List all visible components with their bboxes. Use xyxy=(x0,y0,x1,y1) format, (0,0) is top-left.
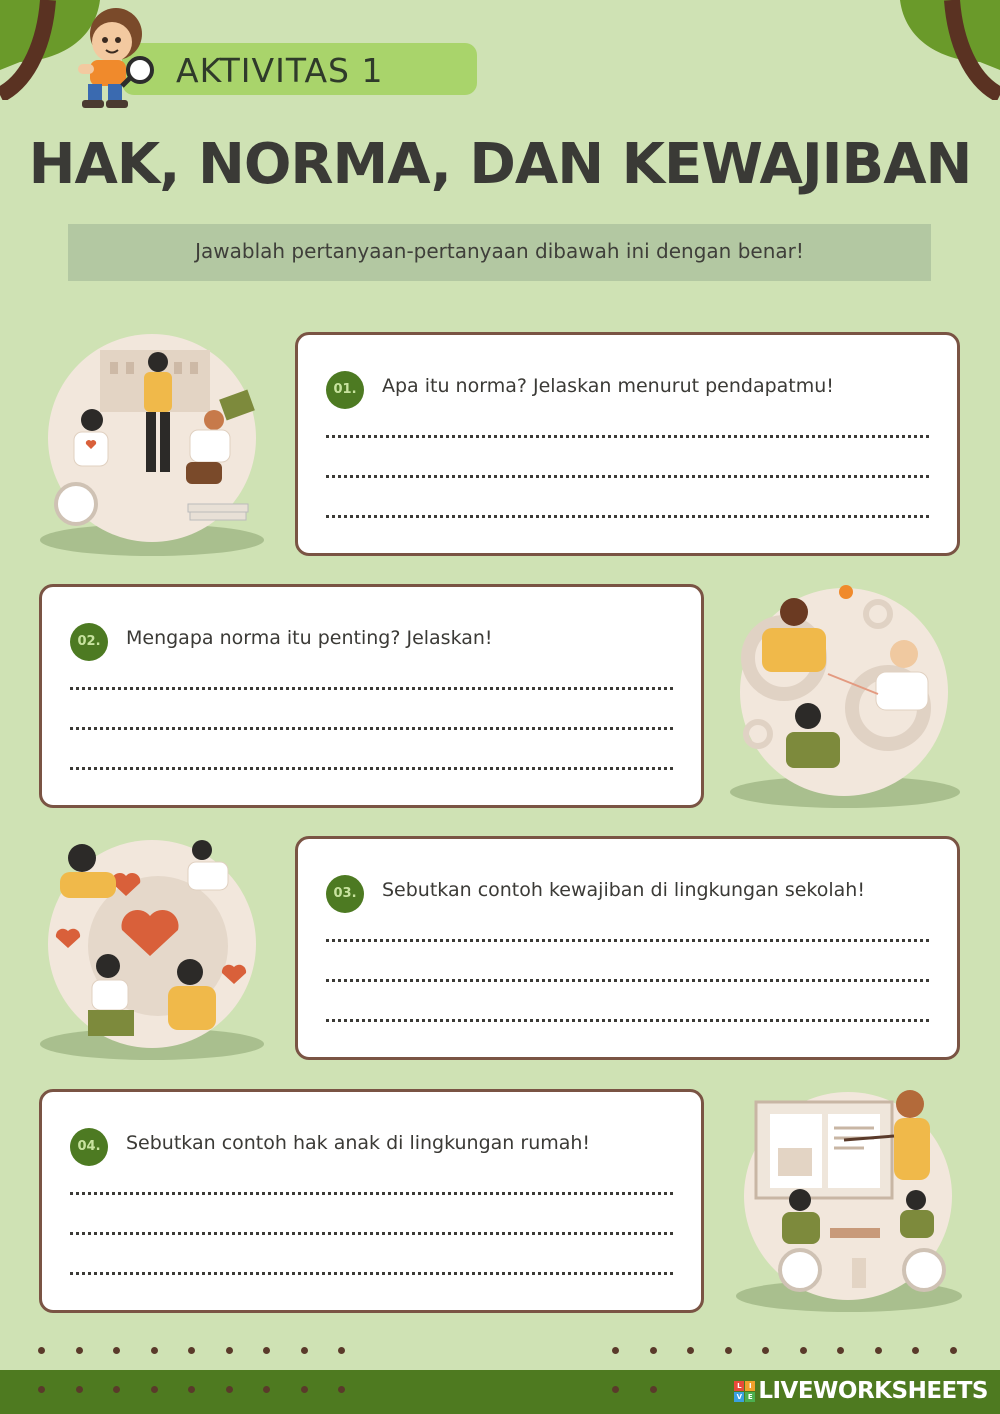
answer-line[interactable] xyxy=(70,687,673,690)
decorative-dot xyxy=(263,1347,270,1354)
decorative-dot xyxy=(650,1347,657,1354)
decorative-dot xyxy=(113,1347,120,1354)
decorative-dot xyxy=(762,1347,769,1354)
decorative-dot xyxy=(612,1386,619,1393)
question-card-2 xyxy=(39,584,704,808)
decorative-dot xyxy=(38,1386,45,1393)
liveworksheets-logo[interactable] xyxy=(734,1375,988,1407)
decorative-dot xyxy=(263,1386,270,1393)
dot-row-right-top xyxy=(612,1347,972,1355)
question-text: Mengapa norma itu penting? Jelaskan! xyxy=(126,627,493,649)
decorative-dot xyxy=(226,1386,233,1393)
decorative-dot xyxy=(837,1347,844,1354)
decorative-dot xyxy=(113,1386,120,1393)
dot-row-right-bottom xyxy=(612,1386,692,1394)
decorative-dot xyxy=(188,1347,195,1354)
logo-letter: I xyxy=(745,1381,755,1391)
question-number-badge: 01. xyxy=(326,371,364,409)
decorative-dot xyxy=(875,1347,882,1354)
answer-line[interactable] xyxy=(70,1192,673,1195)
decorative-dot xyxy=(38,1347,45,1354)
question-number-badge: 03. xyxy=(326,875,364,913)
decorative-dot xyxy=(912,1347,919,1354)
community-hearts-illustration xyxy=(38,836,266,1062)
question-card-3 xyxy=(295,836,960,1060)
decorative-dot xyxy=(188,1386,195,1393)
decorative-dot xyxy=(76,1386,83,1393)
answer-line[interactable] xyxy=(326,979,929,982)
decorative-dot xyxy=(151,1386,158,1393)
decorative-dot xyxy=(338,1347,345,1354)
logo-letter: L xyxy=(734,1381,744,1391)
answer-line[interactable] xyxy=(326,475,929,478)
logo-letter: V xyxy=(734,1392,744,1402)
question-card-1 xyxy=(295,332,960,556)
answer-line[interactable] xyxy=(326,939,929,942)
dot-row-left-top xyxy=(38,1347,358,1355)
answer-line[interactable] xyxy=(326,515,929,518)
question-number-badge: 04. xyxy=(70,1128,108,1166)
teamwork-gears-illustration xyxy=(728,584,963,810)
answer-line[interactable] xyxy=(326,1019,929,1022)
logo-letter: E xyxy=(745,1392,755,1402)
question-number-badge: 02. xyxy=(70,623,108,661)
decorative-dot xyxy=(301,1386,308,1393)
decorative-dot xyxy=(650,1386,657,1393)
liveworksheets-logo-icon xyxy=(734,1381,755,1402)
question-text: Sebutkan contoh hak anak di lingkungan rumah! xyxy=(126,1132,591,1154)
instruction-bar: Jawablah pertanyaan-pertanyaan dibawah ini dengan benar! xyxy=(68,224,931,281)
answer-line[interactable] xyxy=(70,727,673,730)
decorative-dot xyxy=(151,1347,158,1354)
decorative-dot xyxy=(687,1347,694,1354)
answer-line[interactable] xyxy=(70,1272,673,1275)
corner-tree-right xyxy=(890,0,1000,100)
page-title: HAK, NORMA, DAN KEWAJIBAN xyxy=(28,132,972,197)
students-school-illustration xyxy=(38,332,266,558)
decorative-dot xyxy=(301,1347,308,1354)
decorative-dot xyxy=(76,1347,83,1354)
question-card-4 xyxy=(39,1089,704,1313)
decorative-dot xyxy=(950,1347,957,1354)
answer-line[interactable] xyxy=(326,435,929,438)
decorative-dot xyxy=(800,1347,807,1354)
liveworksheets-brand: LIVEWORKSHEETS xyxy=(758,1378,988,1404)
answer-line[interactable] xyxy=(70,1232,673,1235)
activity-badge-label: AKTIVITAS 1 xyxy=(176,51,384,90)
decorative-dot xyxy=(338,1386,345,1393)
kid-magnifier-icon xyxy=(60,4,160,110)
question-text: Sebutkan contoh kewajiban di lingkungan sekolah! xyxy=(382,879,865,901)
decorative-dot xyxy=(725,1347,732,1354)
classroom-teacher-illustration xyxy=(734,1088,964,1314)
activity-badge xyxy=(122,43,477,95)
question-text: Apa itu norma? Jelaskan menurut pendapatmu! xyxy=(382,375,834,397)
dot-row-left-bottom xyxy=(38,1386,358,1394)
decorative-dot xyxy=(226,1347,233,1354)
answer-line[interactable] xyxy=(70,767,673,770)
decorative-dot xyxy=(612,1347,619,1354)
